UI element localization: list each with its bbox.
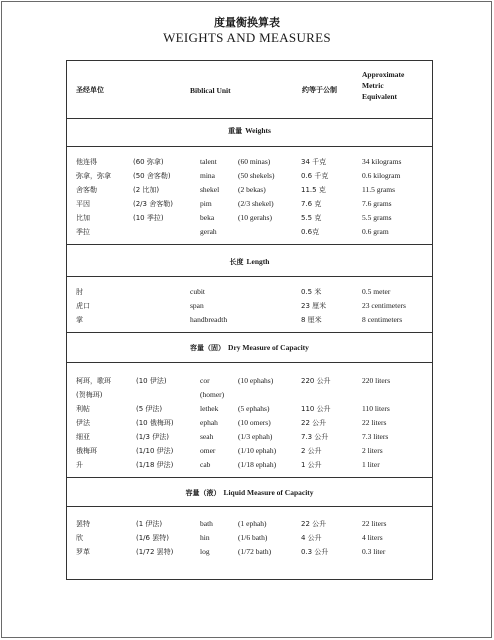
table-cell: 平因 (76, 200, 90, 208)
header-metric-approx-zh: 约等于公制 (302, 86, 337, 94)
table-cell: 0.5 米 (301, 288, 322, 296)
section-heading-weights (66, 126, 433, 136)
table-cell: 罢特 (76, 520, 90, 528)
table-cell: (10 俄梅珥) (136, 419, 174, 427)
table-cell: 110 公升 (301, 405, 331, 413)
table-cell: pim (200, 199, 212, 208)
table-cell: (2 比加) (133, 186, 160, 194)
table-cell: 4 liters (362, 533, 383, 542)
table-cell: cor (200, 376, 210, 385)
table-cell: 7.3 liters (362, 432, 389, 441)
section-heading-length (66, 257, 433, 267)
table-cell: 7.6 grams (362, 199, 392, 208)
table-cell: 虎口 (76, 302, 90, 310)
table-cell: 罗革 (76, 548, 90, 556)
table-cell: 4 公升 (301, 534, 322, 542)
table-cell: 0.6 gram (362, 227, 389, 236)
table-cell: 34 kilograms (362, 157, 402, 166)
table-cell: 1 公升 (301, 461, 322, 469)
table-cell: (1/3 ephah) (238, 432, 273, 441)
table-cell: 23 厘米 (301, 302, 327, 310)
table-cell: beka (200, 213, 215, 222)
header-biblical-unit: Biblical Unit (190, 86, 231, 95)
divider (66, 244, 433, 245)
table-cell: (2/3 舍客勒) (133, 200, 173, 208)
header-equivalent-line: Equivalent (362, 92, 398, 101)
table-cell: 他连得 (76, 158, 97, 166)
divider (66, 362, 433, 363)
table-cell: (1/10 伊法) (136, 447, 174, 455)
table-cell: (10 omers) (238, 418, 271, 427)
table-cell: 舍客勒 (76, 186, 97, 194)
table-cell: (60 弥拿) (133, 158, 164, 166)
table-cell: hin (200, 533, 210, 542)
section-title-en: Length (246, 257, 270, 266)
table-cell: (50 舍客勒) (133, 172, 171, 180)
table-cell: (60 minas) (238, 157, 271, 166)
table-cell: span (190, 301, 204, 310)
table-cell: 2 liters (362, 446, 383, 455)
table-cell: shekel (200, 185, 220, 194)
table-cell: 掌 (76, 316, 83, 324)
table-cell: bath (200, 519, 213, 528)
table-cell: 34 千克 (301, 158, 327, 166)
section-title-zh: 重量 (228, 127, 243, 135)
table-cell: 伊法 (76, 419, 90, 427)
table-cell: (1 伊法) (136, 520, 163, 528)
table-cell: seah (200, 432, 214, 441)
section-heading-dry-measure (66, 343, 433, 353)
table-cell: 弥拿，弥拿 (76, 172, 111, 180)
table-cell: 11.5 克 (301, 186, 326, 194)
section-title-zh: 长度 (229, 258, 244, 266)
table-cell: (1 ephah) (238, 519, 267, 528)
table-cell: 220 公升 (301, 377, 331, 385)
table-cell: 利帖 (76, 405, 90, 413)
table-cell: (5 伊法) (136, 405, 163, 413)
table-cell: (1/6 bath) (238, 533, 268, 542)
table-cell: (10 季拉) (133, 214, 164, 222)
table-cell: 0.5 meter (362, 287, 391, 296)
table-cell: 22 liters (362, 418, 387, 427)
header-approximate-line: Approximate (362, 70, 405, 79)
table-cell: (贺梅珥) (76, 391, 103, 399)
table-cell: 0.6 kilogram (362, 171, 401, 180)
divider (66, 276, 433, 277)
header-metric-line: Metric (362, 81, 384, 90)
divider (66, 477, 433, 478)
table-cell: (10 ephahs) (238, 376, 274, 385)
table-cell: 欣 (76, 534, 83, 542)
page-title-chinese: 度量衡换算表 (214, 16, 280, 29)
table-cell: 升 (76, 461, 83, 469)
table-cell: 2 公升 (301, 447, 322, 455)
table-cell: (10 gerahs) (238, 213, 272, 222)
divider (66, 146, 433, 147)
table-cell: (1/18 伊法) (136, 461, 174, 469)
table-cell: (2 bekas) (238, 185, 266, 194)
table-cell: 11.5 grams (362, 185, 396, 194)
divider (66, 506, 433, 507)
table-cell: 0.3 liter (362, 547, 386, 556)
table-cell: (1/72 罢特) (136, 548, 174, 556)
table-cell: 23 centimeters (362, 301, 406, 310)
table-cell: (1/18 ephah) (238, 460, 277, 469)
section-title-zh: 容量（固） (190, 344, 226, 352)
table-cell: 0.6克 (301, 228, 320, 236)
table-cell: 7.3 公升 (301, 433, 329, 441)
table-cell: 22 liters (362, 519, 387, 528)
table-cell: (2/3 shekel) (238, 199, 274, 208)
section-title-en: Weights (245, 126, 271, 135)
table-cell: omer (200, 446, 216, 455)
section-title-zh: 容量（液） (185, 489, 221, 497)
table-cell: 8 centimeters (362, 315, 403, 324)
table-cell: log (200, 547, 210, 556)
table-cell: 7.6 克 (301, 200, 322, 208)
table-cell: (1/3 伊法) (136, 433, 169, 441)
section-heading-liquid-measure (66, 488, 433, 498)
table-cell: 5.5 克 (301, 214, 322, 222)
table-cell: cubit (190, 287, 205, 296)
table-cell: 柯珥，歌珥 (76, 377, 111, 385)
table-cell: 110 liters (362, 404, 390, 413)
table-cell: 220 liters (362, 376, 391, 385)
table-cell: talent (200, 157, 217, 166)
table-cell: 0.3 公升 (301, 548, 329, 556)
page-title-english: WEIGHTS AND MEASURES (163, 30, 331, 45)
table-cell: lethek (200, 404, 219, 413)
table-cell: gerah (200, 227, 217, 236)
table-cell: cab (200, 460, 211, 469)
divider (66, 118, 433, 119)
table-cell: 22 公升 (301, 520, 327, 528)
table-cell: ephah (200, 418, 218, 427)
section-title-en: Liquid Measure of Capacity (223, 488, 314, 497)
table-cell: 0.6 千克 (301, 172, 329, 180)
table-cell: mina (200, 171, 215, 180)
table-cell: 比加 (76, 214, 90, 222)
table-cell: 俄梅珥 (76, 447, 97, 455)
table-cell: (50 shekels) (238, 171, 275, 180)
table-cell: (1/72 bath) (238, 547, 272, 556)
table-cell: (1/6 罢特) (136, 534, 169, 542)
table-cell: 肘 (76, 288, 83, 296)
header-scripture-unit: 圣经单位 (76, 86, 104, 94)
divider (66, 332, 433, 333)
table-cell: 8 厘米 (301, 316, 322, 324)
table-cell: 细亚 (76, 433, 90, 441)
table-cell: 季拉 (76, 228, 90, 236)
table-cell: (10 伊法) (136, 377, 167, 385)
table-cell: handbreadth (190, 315, 228, 324)
table-cell: 22 公升 (301, 419, 327, 427)
section-title-en: Dry Measure of Capacity (228, 343, 309, 352)
table-cell: (5 ephahs) (238, 404, 270, 413)
table-cell: (1/10 ephah) (238, 446, 277, 455)
table-cell: (homer) (200, 390, 225, 399)
header-approximate-metric-equivalent (362, 69, 432, 102)
table-cell: 5.5 grams (362, 213, 392, 222)
table-cell: 1 liter (362, 460, 380, 469)
